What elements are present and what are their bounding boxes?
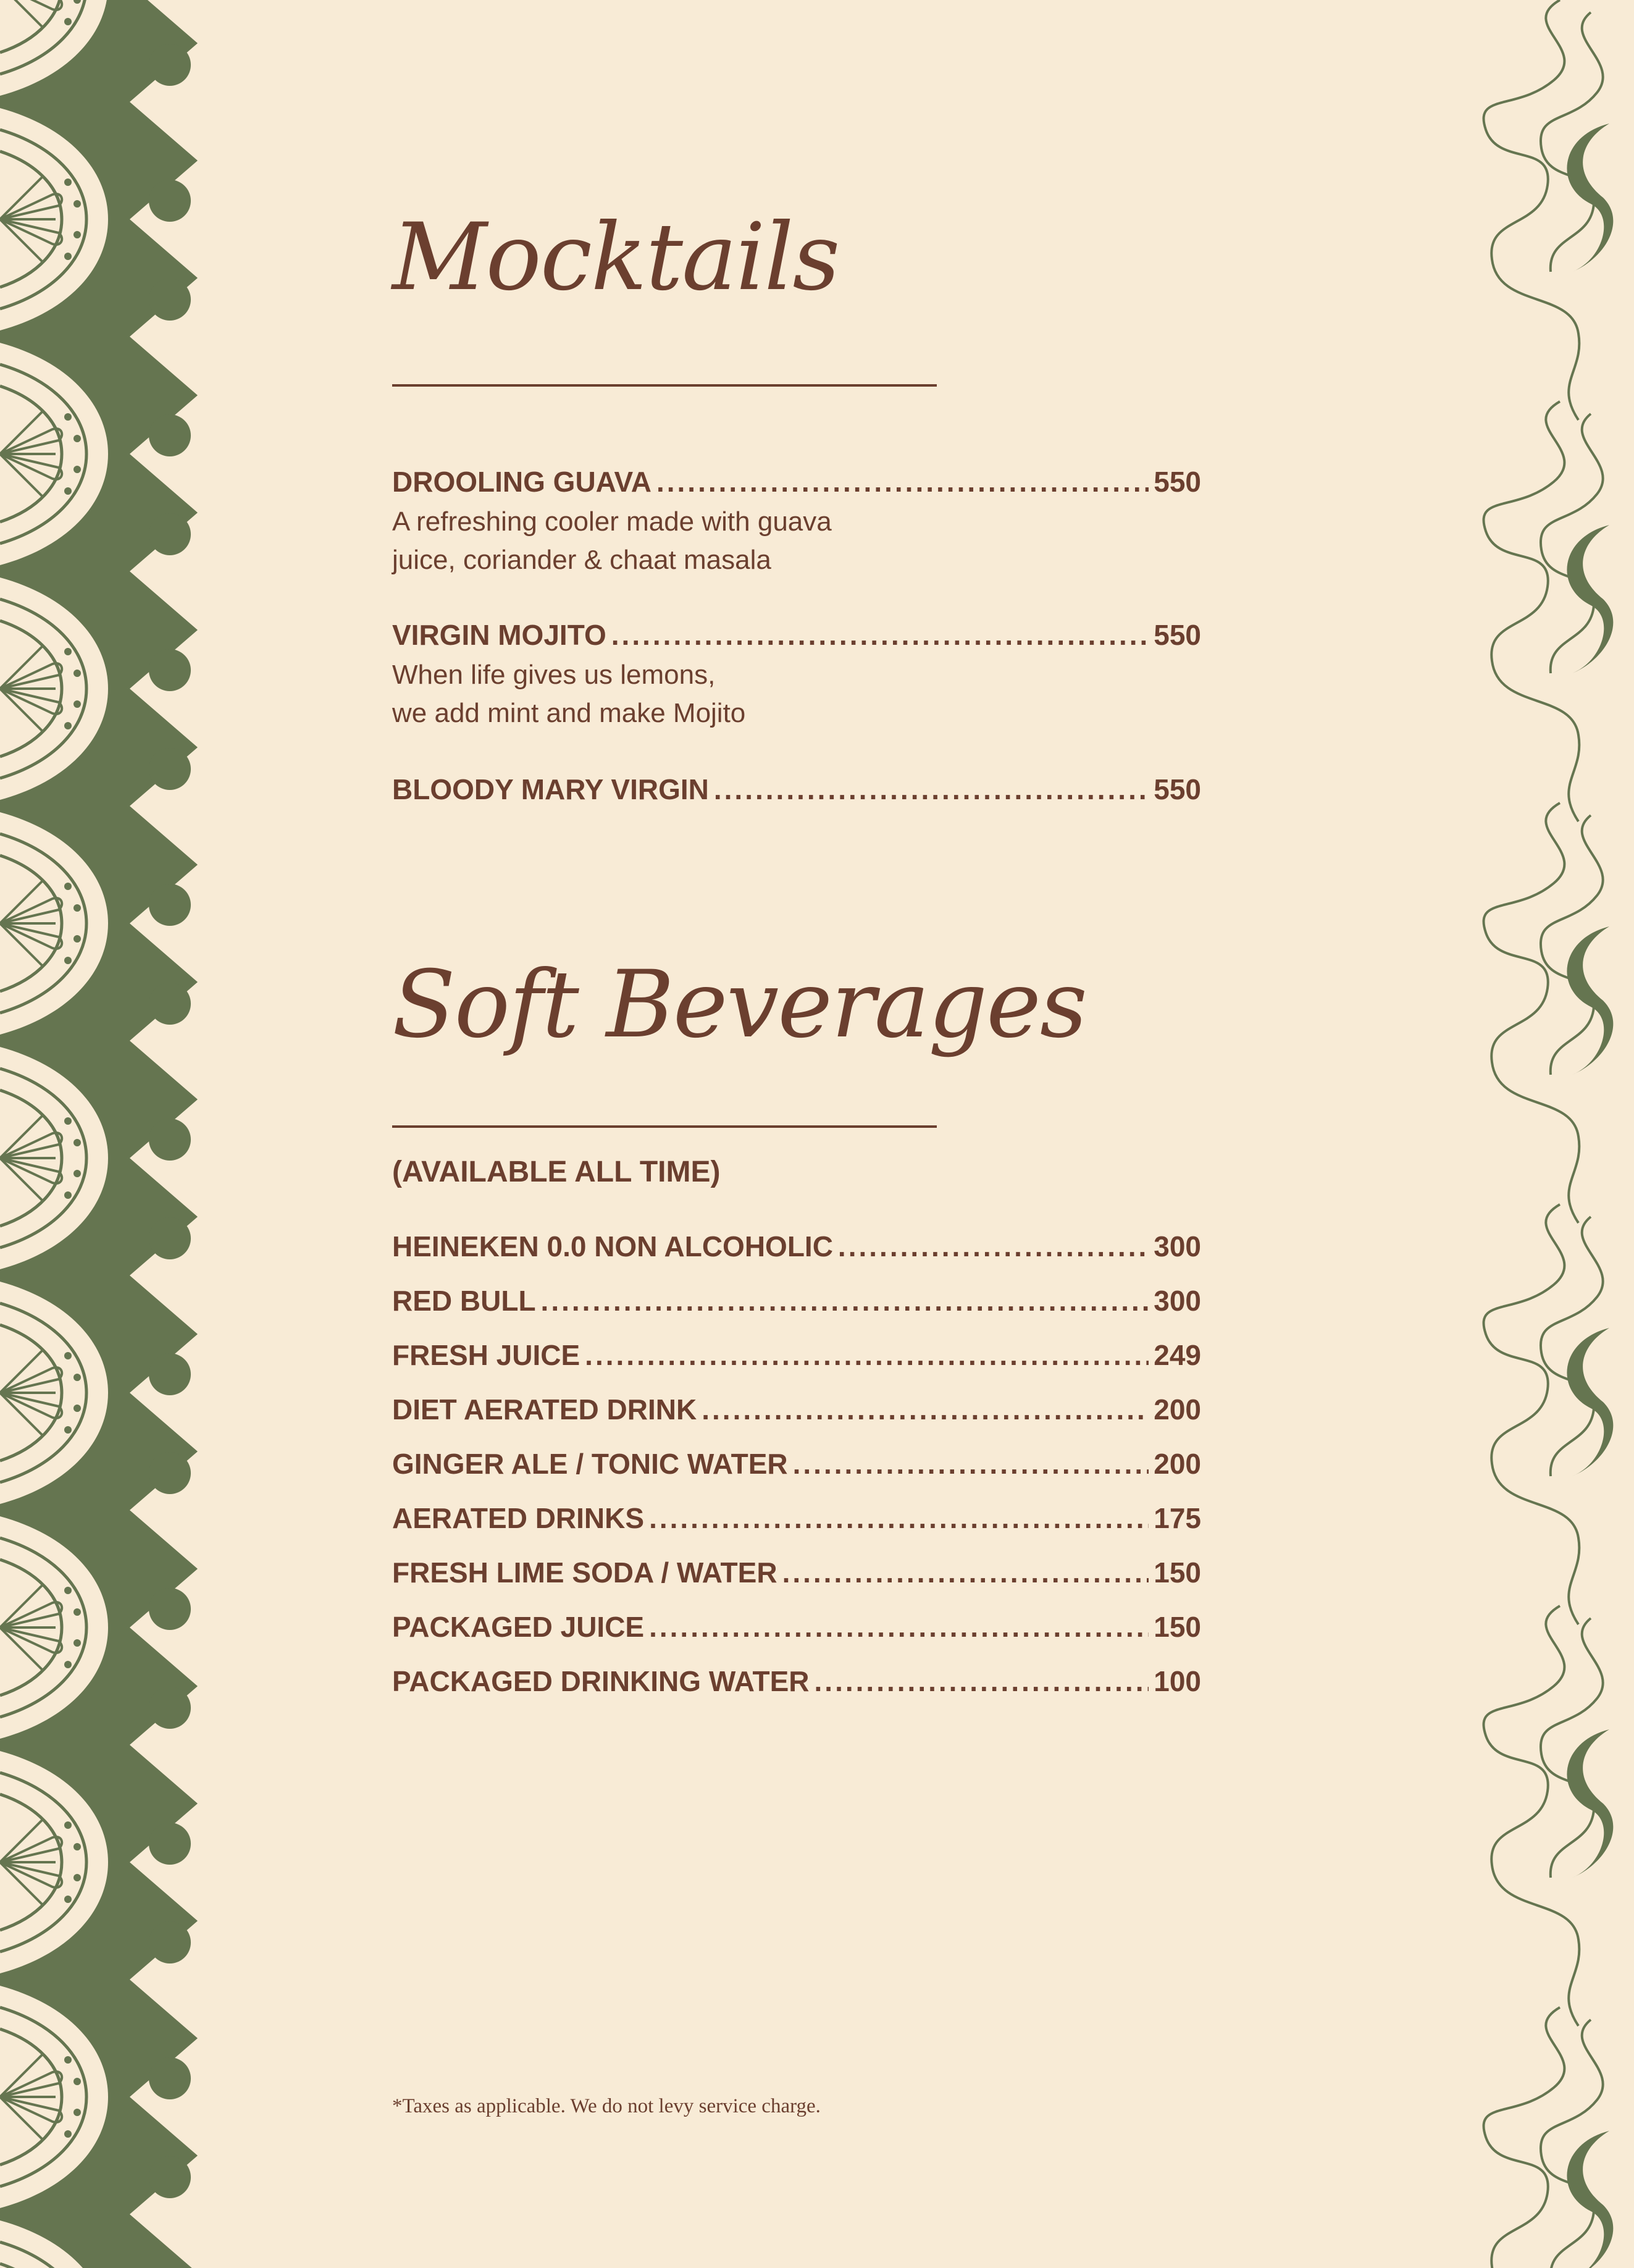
item-name: PACKAGED DRINKING WATER: [392, 1665, 810, 1697]
item-name: AERATED DRINKS: [392, 1502, 645, 1534]
dot-leader: [793, 1447, 1149, 1481]
menu-item-drooling-guava: [392, 464, 1201, 499]
soft-beverages-title: Soft Beverages: [392, 951, 1086, 1059]
item-name: FRESH JUICE: [392, 1339, 580, 1371]
item-name: RED BULL: [392, 1285, 536, 1317]
right-wavy-border: [1449, 0, 1634, 2268]
menu-item: [392, 1501, 1201, 1535]
item-description-line: juice, coriander & chaat masala: [392, 545, 771, 575]
menu-item-virgin-mojito: [392, 618, 1201, 652]
menu-item: [392, 1555, 1201, 1590]
item-name: PACKAGED JUICE: [392, 1611, 645, 1643]
menu-item: [392, 1610, 1201, 1644]
item-name: GINGER ALE / TONIC WATER: [392, 1448, 788, 1480]
dot-leader: [585, 1338, 1149, 1372]
dot-leader: [838, 1229, 1149, 1264]
dot-leader: [702, 1392, 1149, 1427]
tax-footnote: *Taxes as applicable. We do not levy service charge.: [392, 2095, 821, 2117]
dot-leader: [541, 1283, 1149, 1318]
item-name: DIET AERATED DRINK: [392, 1393, 697, 1426]
dot-leader: [611, 618, 1149, 652]
dot-leader: [656, 464, 1149, 499]
dot-leader: [815, 1664, 1149, 1699]
menu-item: [392, 1447, 1201, 1481]
item-description-line: we add mint and make Mojito: [392, 698, 746, 728]
dot-leader: [714, 772, 1149, 807]
item-price: 150: [1154, 1556, 1201, 1589]
menu-item: [392, 1664, 1201, 1699]
dot-leader: [649, 1501, 1149, 1535]
soft-beverages-divider: [392, 1125, 937, 1128]
item-description-line: A refreshing cooler made with guava: [392, 506, 832, 537]
mocktails-title: Mocktails: [392, 204, 839, 311]
menu-content: [392, 0, 1201, 2268]
menu-item: [392, 1283, 1201, 1318]
item-price: 175: [1154, 1502, 1201, 1534]
item-name: BLOODY MARY VIRGIN: [392, 773, 709, 805]
item-price: 200: [1154, 1393, 1201, 1426]
item-name: DROOLING GUAVA: [392, 466, 652, 498]
item-price: 200: [1154, 1448, 1201, 1480]
menu-item: [392, 1229, 1201, 1264]
item-price: 550: [1154, 773, 1201, 805]
item-price: 100: [1154, 1665, 1201, 1697]
dot-leader: [782, 1555, 1149, 1590]
item-price: 249: [1154, 1339, 1201, 1371]
item-price: 150: [1154, 1611, 1201, 1643]
availability-subtitle: (AVAILABLE ALL TIME): [392, 1156, 721, 1188]
item-price: 300: [1154, 1285, 1201, 1317]
item-price: 300: [1154, 1230, 1201, 1262]
item-name: HEINEKEN 0.0 NON ALCOHOLIC: [392, 1230, 833, 1262]
mocktails-divider: [392, 384, 937, 387]
item-price: 550: [1154, 619, 1201, 651]
item-name: VIRGIN MOJITO: [392, 619, 606, 651]
item-description-line: When life gives us lemons,: [392, 660, 716, 690]
dot-leader: [649, 1610, 1149, 1644]
menu-item-bloody-mary-virgin: [392, 772, 1201, 807]
menu-item: [392, 1338, 1201, 1372]
menu-item: [392, 1392, 1201, 1427]
item-name: FRESH LIME SODA / WATER: [392, 1556, 777, 1589]
left-ornamental-border: [0, 0, 204, 2268]
item-price: 550: [1154, 466, 1201, 498]
